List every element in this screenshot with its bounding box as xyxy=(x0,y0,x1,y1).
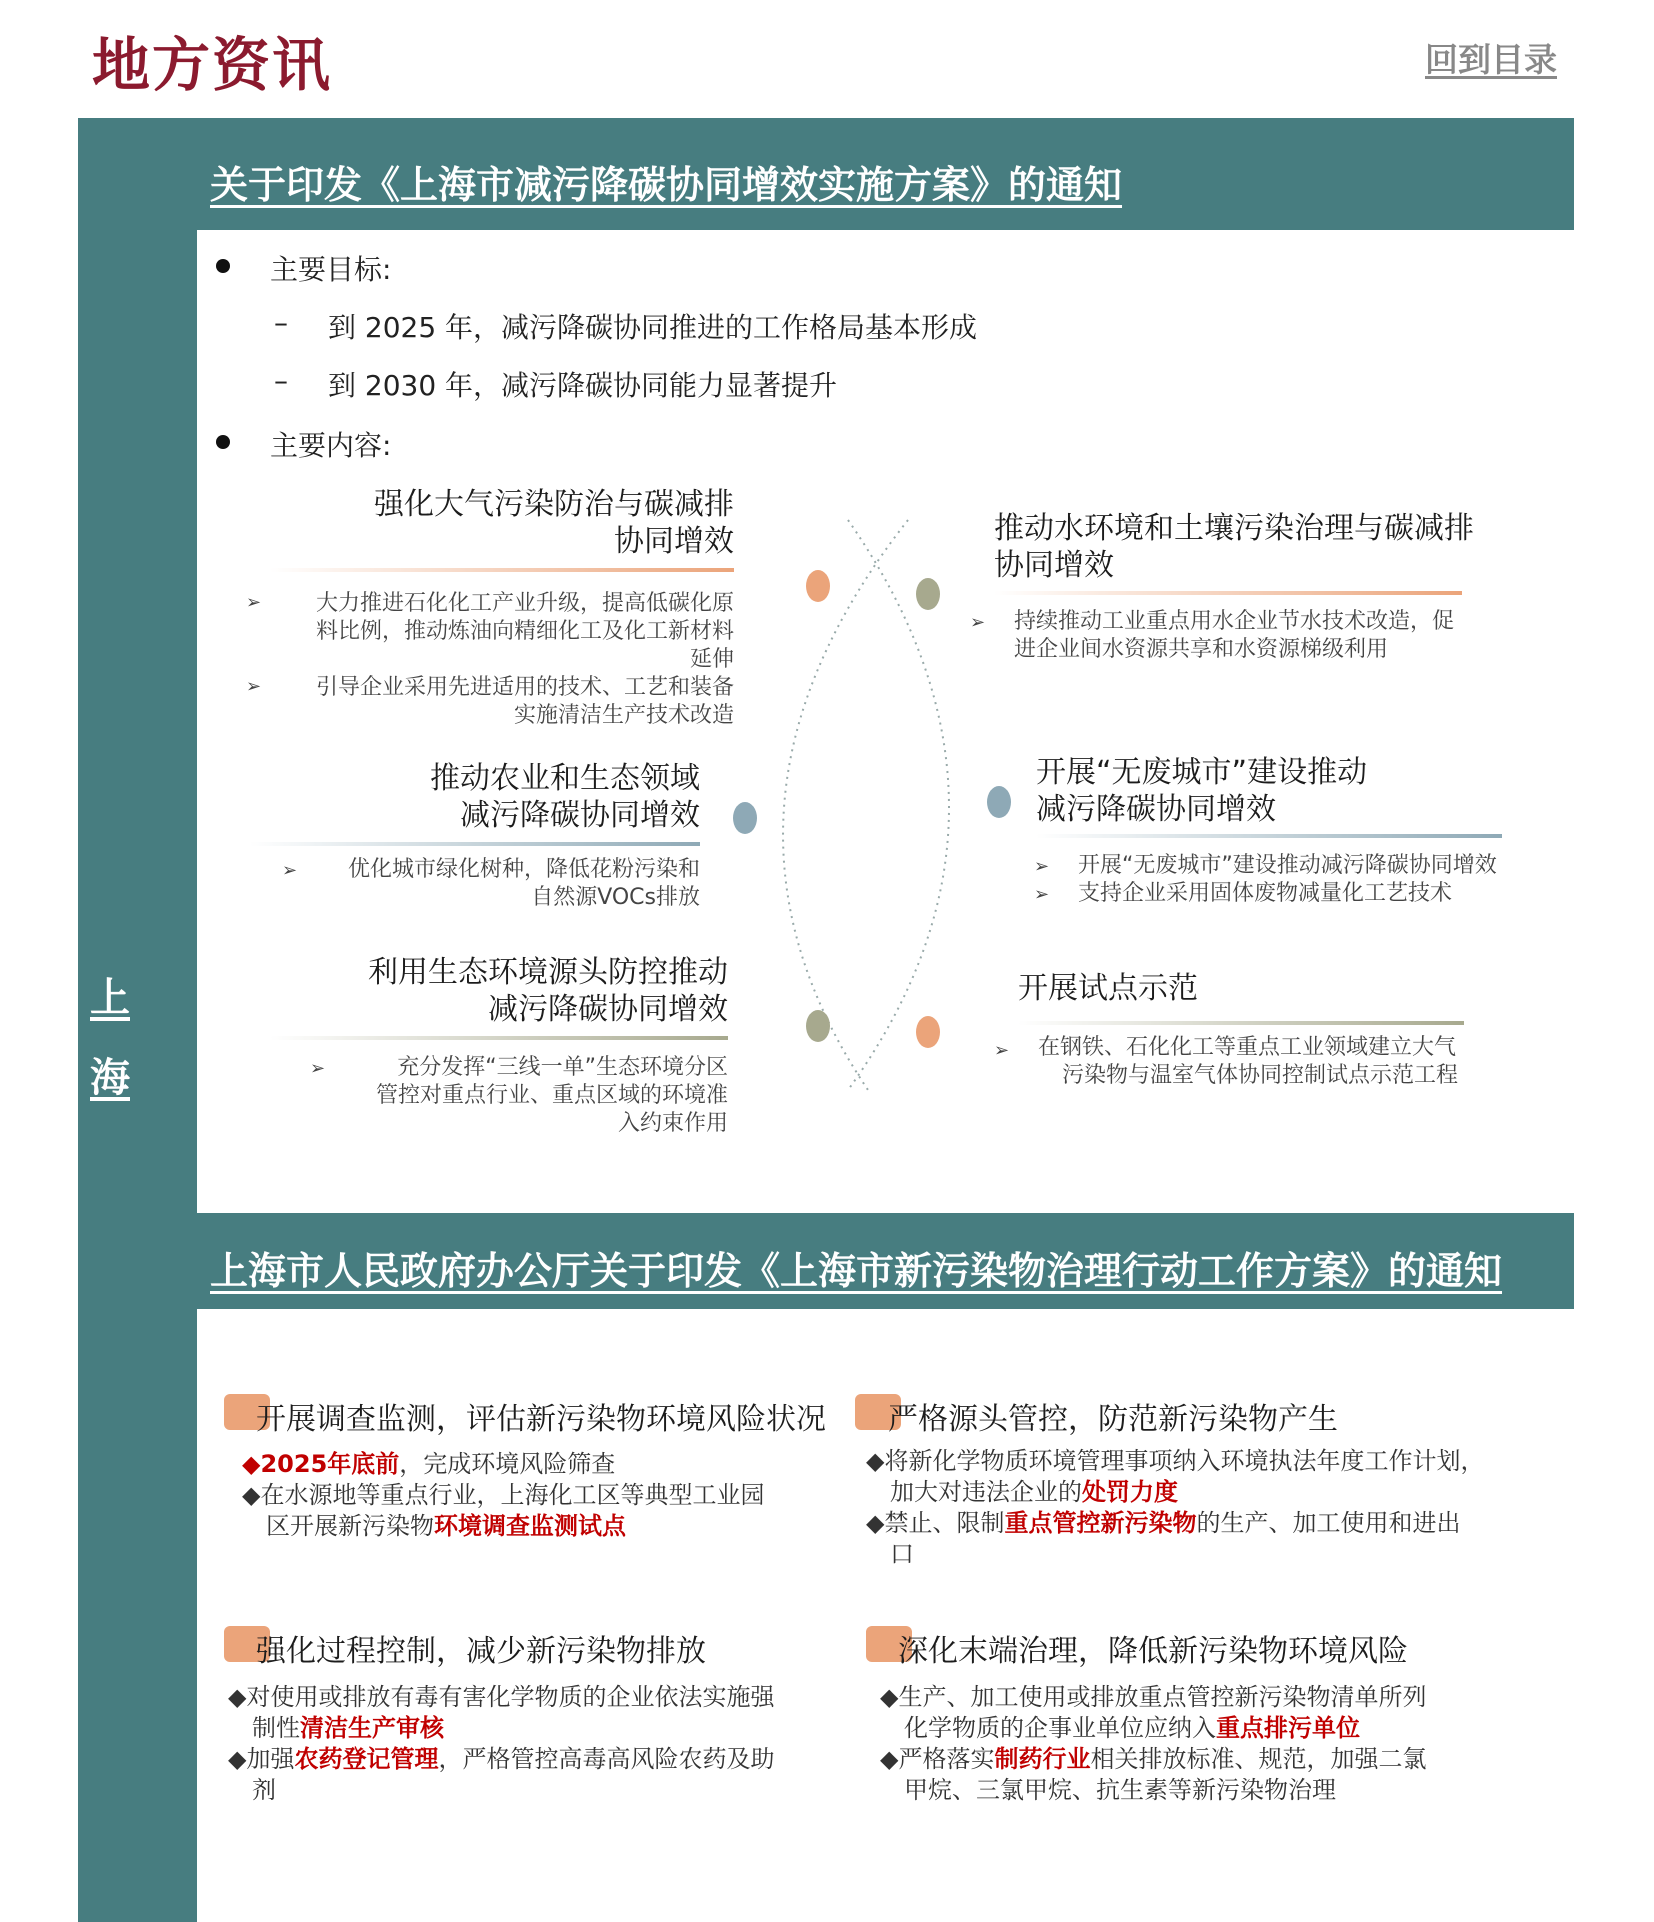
blue-node-icon xyxy=(987,786,1011,818)
block-process-text: ◆对使用或排放有毒有害化学物质的企业依法实施强 制性清洁生产审核 ◆加强农药登记管理，严格管控高毒高风险农药及助 剂 xyxy=(228,1683,775,1804)
item-nowaste-bullet-1: 开展“无废城市”建设推动减污降碳协同增效 xyxy=(1078,853,1497,878)
dash-icon: – xyxy=(274,364,288,397)
section1-title-link[interactable]: 关于印发《上海市减污降碳协同增效实施方案》的通知 xyxy=(210,163,1123,207)
blue-node-icon xyxy=(733,802,757,834)
item-eco-title: 利用生态环境源头防控推动 减污降碳协同增效 xyxy=(368,955,728,1027)
block-endtreat-text: ◆生产、加工使用或排放重点管控新污染物清单所列 化学物质的企事业单位应纳入重点排污单位 ◆严格落实制药行业相关排放标准、规范，加强二氯 甲烷、三氯甲烷、抗生素等新污染物治理 xyxy=(880,1683,1427,1804)
item-rule xyxy=(1018,1021,1464,1025)
arrow-bullet-icon: ➢ xyxy=(246,676,262,697)
bullet-dot-icon xyxy=(216,435,230,449)
page-title: 地方资讯 xyxy=(92,31,333,99)
block-survey-title: 开展调查监测，评估新污染物环境风险状况 xyxy=(256,1402,826,1437)
bullet-dot-icon xyxy=(216,259,230,273)
section2-title-link[interactable]: 上海市人民政府办公厅关于印发《上海市新污染物治理行动工作方案》的通知 xyxy=(210,1249,1503,1293)
ellipse-connector xyxy=(720,510,1020,1110)
diamond-bullet-icon: ◆ xyxy=(228,1683,247,1711)
item-nowaste-bullet-2: 支持企业采用固体废物减量化工艺技术 xyxy=(1078,881,1453,906)
item-water-bullet-1: 持续推动工业重点用水企业节水技术改造，促 进企业间水资源共享和水资源梯级利用 xyxy=(1014,609,1455,662)
item-air-bullet-2: 引导企业采用先进适用的技术、工艺和装备 实施清洁生产技术改造 xyxy=(315,675,734,728)
olive-node-icon xyxy=(916,578,940,610)
back-to-contents-link[interactable]: 回到目录 xyxy=(1425,40,1557,79)
goal-2025: 到 2025 年，减污降碳协同推进的工作格局基本形成 xyxy=(328,311,978,344)
arrow-bullet-icon: ➢ xyxy=(970,612,986,633)
block-process-title: 强化过程控制，减少新污染物排放 xyxy=(256,1634,706,1669)
arrow-bullet-icon: ➢ xyxy=(1034,856,1050,877)
block-survey-text: ◆2025年底前，完成环境风险筛查 ◆在水源地等重点行业，上海化工区等典型工业园 区开展新污染物环境调查监测试点 xyxy=(242,1450,765,1540)
item-rule xyxy=(1036,834,1502,838)
diamond-bullet-icon: ◆ xyxy=(880,1683,899,1711)
goals-label: 主要目标: xyxy=(270,253,392,286)
diamond-bullet-icon: ◆ xyxy=(242,1450,261,1478)
arrow-bullet-icon: ➢ xyxy=(310,1058,326,1079)
item-air-bullet-1: 大力推进石化化工产业升级，提高低碳化原 料比例，推动炼油向精细化工及化工新材料 延伸 xyxy=(315,591,734,672)
diamond-bullet-icon: ◆ xyxy=(228,1745,247,1773)
arrow-bullet-icon: ➢ xyxy=(1034,884,1050,905)
item-agri-title: 推动农业和生态领域 减污降碳协同增效 xyxy=(430,761,700,833)
block-source-title: 严格源头管控，防范新污染物产生 xyxy=(888,1402,1338,1437)
item-rule xyxy=(994,591,1462,595)
block-source-text: ◆将新化学物质环境管理事项纳入环境执法年度工作计划， 加大对违法企业的处罚力度 ◆禁止、限制重点管控新污染物的生产、加工使用和进出 口 xyxy=(866,1447,1485,1568)
item-pilot-title: 开展试点示范 xyxy=(1018,971,1198,1006)
diamond-bullet-icon: ◆ xyxy=(242,1481,261,1509)
item-pilot-bullet-1: 在钢铁、石化化工等重点工业领域建立大气 污染物与温室气体协同控制试点示范工程 xyxy=(1038,1035,1459,1088)
content-label: 主要内容: xyxy=(270,429,392,462)
diamond-bullet-icon: ◆ xyxy=(880,1745,899,1773)
item-agri-bullet-1: 优化城市绿化树种，降低花粉污染和 自然源VOCs排放 xyxy=(347,857,700,910)
goal-2030: 到 2030 年，减污降碳协同能力显著提升 xyxy=(328,369,838,402)
arrow-bullet-icon: ➢ xyxy=(994,1040,1010,1061)
item-rule xyxy=(270,568,734,572)
item-eco-bullet-1: 充分发挥“三线一单”生态环境分区 管控对重点行业、重点区域的环境准 入约束作用 xyxy=(375,1055,728,1136)
item-air-title: 强化大气污染防治与碳减排 协同增效 xyxy=(374,487,734,559)
orange-node-icon xyxy=(806,570,830,602)
olive-node-icon xyxy=(806,1010,830,1042)
diamond-bullet-icon: ◆ xyxy=(866,1447,885,1475)
arrow-bullet-icon: ➢ xyxy=(246,592,262,613)
item-rule xyxy=(250,842,700,846)
block-endtreat-title: 深化末端治理，降低新污染物环境风险 xyxy=(898,1634,1408,1669)
dash-icon: – xyxy=(274,306,288,339)
diamond-bullet-icon: ◆ xyxy=(866,1509,885,1537)
region-label: 上海 xyxy=(90,975,130,1101)
item-nowaste-title: 开展“无废城市”建设推动 减污降碳协同增效 xyxy=(1036,755,1368,827)
orange-node-icon xyxy=(916,1016,940,1048)
item-rule xyxy=(270,1036,728,1040)
item-water-title: 推动水环境和土壤污染治理与碳减排 协同增效 xyxy=(994,511,1474,583)
arrow-bullet-icon: ➢ xyxy=(282,860,298,881)
